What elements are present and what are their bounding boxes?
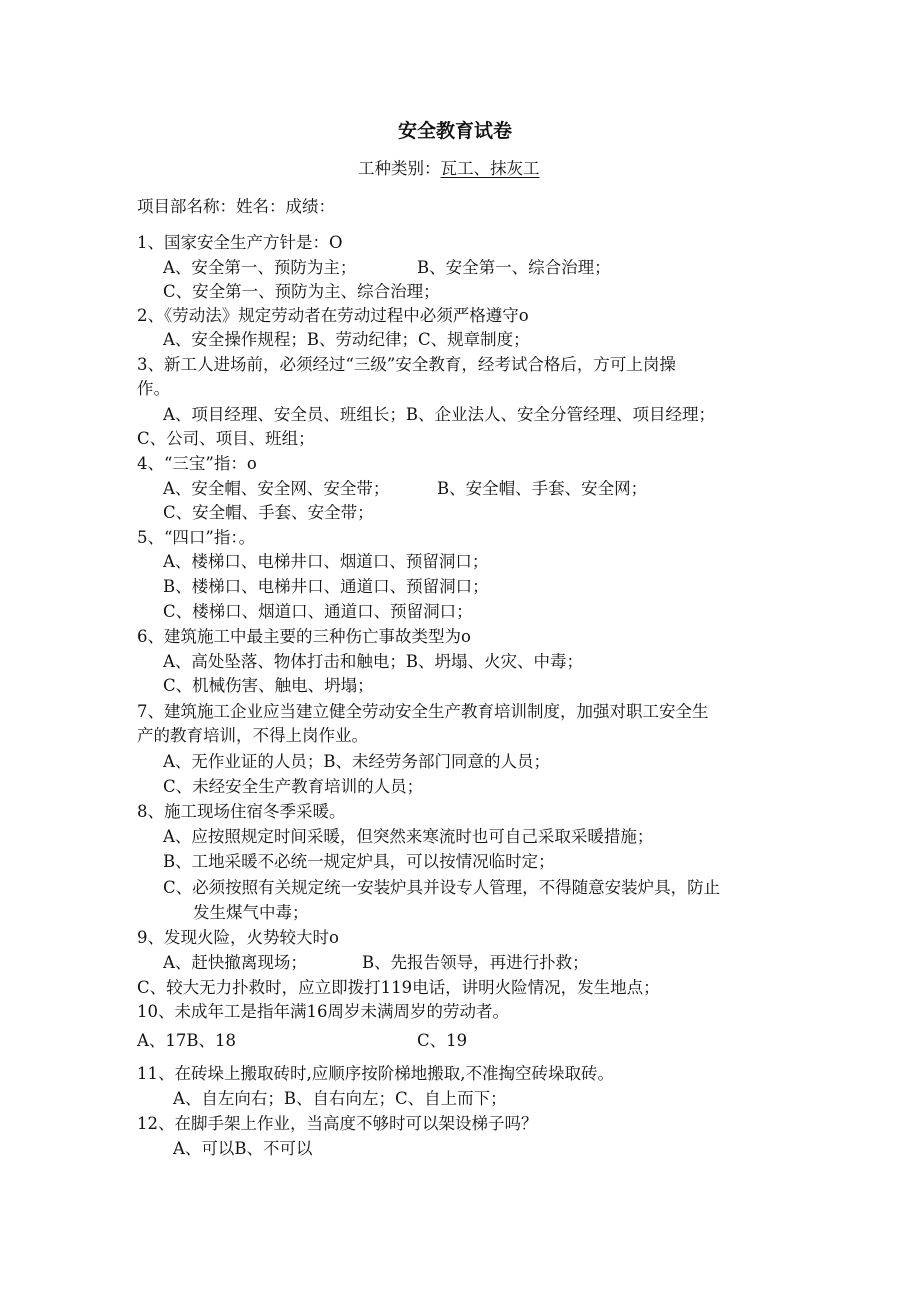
job-type-value: 瓦工、抹灰工 (440, 159, 540, 178)
job-type-line (358, 158, 540, 180)
option-line: C、必须按照有关规定统一安装炉具并设专人管理，不得随意安装炉具，防止 (163, 878, 721, 897)
option-line: A、楼梯口、电梯井口、烟道口、预留洞口； (163, 552, 489, 571)
job-type-label: 工种类别： (358, 159, 441, 178)
question-stem: 10、未成年工是指年满16周岁未满周岁的劳动者。 (137, 1002, 509, 1021)
option-line: C、安全第一、预防为主、综合治理； (163, 282, 440, 301)
option-line: A、应按照规定时间采暖，但突然来寒流时也可自己采取采暖措施； (163, 827, 654, 846)
question-stem: 9、发现火险，火势较大时o (137, 928, 339, 947)
option-line: A、安全帽、安全网、安全带； (163, 479, 390, 498)
option-line: C、未经安全生产教育培训的人员； (163, 777, 424, 796)
question-stem: 3、新工人进场前，必须经过“三级”安全教育，经考试合格后，方可上岗操 (137, 355, 676, 374)
option-line: B、工地采暖不必统一规定炉具，可以按情况临时定； (163, 852, 555, 871)
option-line: A、无作业证的人员；B、未经劳务部门同意的人员； (163, 752, 551, 771)
question-stem: 6、建筑施工中最主要的三种伤亡事故类型为o (137, 627, 471, 646)
question-stem: 11、在砖垛上搬取砖时,应顺序按阶梯地搬取,不准掏空砖垛取砖。 (137, 1064, 614, 1083)
question-stem-continued: 作。 (137, 379, 170, 398)
option-line: B、楼梯口、电梯井口、通道口、预留洞口； (163, 577, 489, 596)
option-line: A、安全第一、预防为主； (163, 258, 357, 277)
option-line: A、可以B、不可以 (173, 1139, 313, 1158)
question-stem: 2、《劳动法》规定劳动者在劳动过程中必须严格遵守o (137, 306, 529, 325)
option-line: B、安全帽、手套、安全网； (437, 479, 648, 498)
option-line: C、公司、项目、班组； (137, 429, 315, 448)
option-line: A、自左向右；B、自右向左；C、自上而下； (173, 1089, 507, 1108)
question-stem: 1、国家安全生产方针是：O (137, 233, 343, 252)
option-line: B、先报告领导，再进行扑救； (362, 953, 589, 972)
option-line: B、安全第一、综合治理； (417, 258, 611, 277)
question-stem-continued: 产的教育培训，不得上岗作业。 (137, 726, 368, 745)
question-stem: 7、建筑施工企业应当建立健全劳动安全生产教育培训制度，加强对职工安全生 (137, 702, 709, 721)
option-line-continued: 发生煤气中毒； (193, 903, 309, 922)
option-line: C、楼梯口、烟道口、通道口、预留洞口； (163, 602, 473, 621)
option-line: A、安全操作规程；B、劳动纪律；C、规章制度； (163, 330, 530, 349)
option-line: A、赶快撤离现场； (163, 953, 307, 972)
option-line: C、较大无力扑救时，应立即拨打119电话，讲明火险情况，发生地点； (137, 978, 660, 997)
exam-info-line: 项目部名称：姓名：成绩： (137, 197, 335, 216)
question-stem: 8、施工现场住宿冬季采暖。 (137, 802, 346, 821)
option-line: A、高处坠落、物体打击和触电；B、坍塌、火灾、中毒； (163, 652, 584, 671)
option-line: A、项目经理、安全员、班组长；B、企业法人、安全分管经理、项目经理； (163, 405, 716, 424)
option-line: C、19 (417, 1031, 468, 1050)
question-stem: 4、“三宝”指：o (137, 454, 257, 473)
exam-title: 安全教育试卷 (398, 120, 513, 142)
option-line: A、17B、18 (137, 1031, 237, 1050)
option-line: C、安全帽、手套、安全带； (163, 503, 374, 522)
question-stem: 5、“四口”指：。 (137, 528, 256, 547)
option-line: C、机械伤害、触电、坍塌； (163, 676, 374, 695)
question-stem: 12、在脚手架上作业，当高度不够时可以架设梯子吗？ (137, 1114, 538, 1133)
